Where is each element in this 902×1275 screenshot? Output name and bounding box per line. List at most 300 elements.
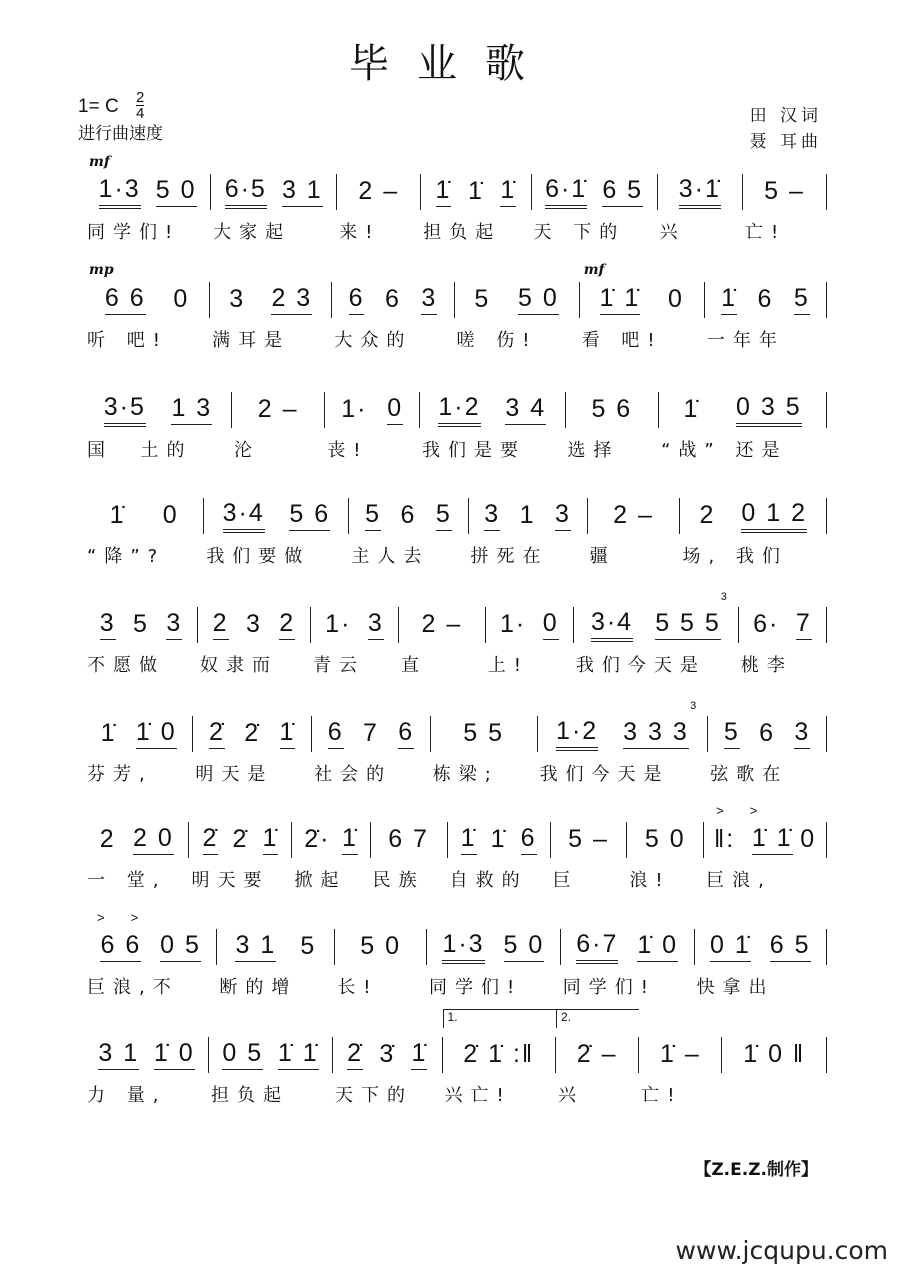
lyric-text: 明天是 bbox=[195, 764, 274, 785]
note-group: 5 0 bbox=[644, 824, 686, 853]
note-group: 3 4 bbox=[505, 395, 546, 425]
lyric-text: 桃李 bbox=[740, 655, 793, 676]
note-group: 5 – bbox=[568, 824, 609, 853]
measure bbox=[743, 174, 827, 244]
measure-notes bbox=[658, 174, 743, 210]
note-group: 6 bbox=[384, 284, 401, 313]
measure-notes bbox=[486, 607, 574, 643]
note-group: 3 3 3 bbox=[623, 719, 689, 749]
note-group: 2̇· bbox=[304, 824, 331, 853]
dynamic-marking: mf bbox=[89, 154, 110, 170]
triplet-marking: 3 bbox=[690, 700, 697, 712]
lyric-text: 芬芳, bbox=[87, 764, 153, 785]
note-group: 6 6 bbox=[105, 285, 146, 315]
note-group: 2 bbox=[279, 610, 295, 640]
measure-notes bbox=[85, 929, 217, 965]
triplet-marking: 3 bbox=[720, 591, 727, 603]
note-group: 2̇ bbox=[209, 719, 225, 749]
lyric-text: 担负起 bbox=[423, 222, 502, 243]
measure-notes bbox=[209, 1037, 333, 1073]
dynamic-marking: mf bbox=[583, 262, 605, 278]
measure-notes bbox=[211, 174, 337, 210]
measure bbox=[312, 716, 431, 786]
measure-notes bbox=[349, 498, 468, 534]
lyric-text: 巨浪,不 bbox=[87, 977, 179, 998]
score-line bbox=[85, 262, 827, 352]
lyric-text: 来! bbox=[339, 222, 381, 243]
note-group: 1̇ – bbox=[659, 1039, 701, 1068]
measure-notes bbox=[85, 822, 189, 858]
note-group: 1̇ bbox=[500, 177, 516, 207]
note-group: ‖: bbox=[713, 824, 745, 853]
measure bbox=[399, 607, 486, 677]
note-group: 2 – bbox=[421, 609, 463, 638]
measure-notes bbox=[292, 822, 370, 858]
note-group: 6·5 bbox=[225, 176, 267, 209]
note-group: 0 bbox=[668, 284, 684, 313]
note-group: 3 bbox=[484, 501, 500, 531]
note-group: 3 1 bbox=[235, 932, 276, 962]
note-group: 1̇ bbox=[436, 177, 452, 207]
lyric-text: 丧! bbox=[327, 440, 369, 461]
lyric-text: 亡! bbox=[641, 1085, 683, 1106]
measure bbox=[420, 392, 566, 462]
note-group: 1·2 bbox=[438, 394, 480, 427]
site-watermark: www.jcqupu.com bbox=[675, 1236, 888, 1265]
note-group: 0 bbox=[543, 610, 559, 640]
note-group: 2 3 bbox=[271, 285, 312, 315]
note-group: 5 bbox=[794, 285, 810, 315]
note-group: 1̇ bbox=[263, 825, 279, 855]
lyric-text: “战” 还是 bbox=[661, 440, 788, 461]
composer-credit: 聂 耳曲 bbox=[749, 132, 822, 152]
measure-notes bbox=[427, 929, 561, 965]
score-line bbox=[85, 1010, 827, 1107]
measure bbox=[371, 822, 448, 892]
note-group: 5 5 bbox=[463, 718, 505, 747]
measure bbox=[335, 929, 427, 999]
dynamic-marking: mp bbox=[89, 262, 114, 278]
measure bbox=[85, 1037, 209, 1107]
volta-bracket: 2. bbox=[556, 1009, 639, 1028]
note-group: 5 0 bbox=[360, 931, 402, 960]
note-group: 0 5 bbox=[222, 1040, 263, 1070]
note-group: 3 bbox=[100, 610, 116, 640]
note-group: 1· bbox=[500, 609, 527, 638]
note-group: 5 bbox=[365, 501, 381, 531]
lyric-text: 我们今天是 bbox=[539, 764, 670, 785]
time-bottom: 4 bbox=[136, 105, 145, 122]
note-group: 7 bbox=[362, 718, 379, 747]
measure bbox=[680, 498, 827, 568]
measure bbox=[705, 282, 827, 352]
score-line bbox=[85, 154, 827, 244]
measure-notes bbox=[193, 716, 312, 752]
note-group: 0 bbox=[387, 395, 403, 425]
measure bbox=[211, 174, 337, 244]
measure bbox=[695, 929, 827, 999]
note-group: 5 – bbox=[764, 176, 805, 205]
measure bbox=[486, 607, 574, 677]
measure-notes bbox=[705, 282, 827, 318]
score-line bbox=[85, 910, 827, 999]
note-group: 5 bbox=[724, 719, 740, 749]
note-group: 6 bbox=[759, 718, 776, 747]
accent-marking: >> bbox=[97, 910, 165, 925]
note-group: 1̇ bbox=[721, 285, 737, 315]
measure bbox=[85, 154, 211, 244]
lyric-text: 我们要做 bbox=[206, 546, 311, 567]
lyric-text: 听 吧! bbox=[87, 330, 168, 351]
lyric-text: 亡! bbox=[745, 222, 787, 243]
measure-notes bbox=[85, 607, 198, 643]
measure bbox=[421, 174, 531, 244]
note-group: 1̇ 0 bbox=[136, 719, 177, 749]
lyric-text: 不愿做 bbox=[87, 655, 165, 676]
note-group: 2̇ bbox=[232, 824, 249, 853]
volta-bracket: 1. bbox=[443, 1009, 556, 1028]
note-group: 1·2 bbox=[556, 718, 598, 751]
measure-notes bbox=[680, 498, 827, 534]
note-group: 2̇ – bbox=[576, 1039, 618, 1068]
measure-notes bbox=[556, 1037, 639, 1073]
measure-notes bbox=[85, 282, 210, 318]
tempo-marking: 进行曲速度 bbox=[78, 124, 163, 144]
measure-notes bbox=[217, 929, 335, 965]
measure-notes bbox=[561, 929, 695, 965]
lyric-text: 一年年 bbox=[706, 330, 785, 351]
measure-notes bbox=[588, 498, 681, 534]
measure bbox=[580, 262, 705, 352]
measure bbox=[85, 716, 193, 786]
lyric-text: “降”? bbox=[87, 546, 166, 567]
note-group: 1· bbox=[341, 394, 368, 423]
lyric-text: 兴 bbox=[557, 1085, 584, 1106]
time-signature bbox=[136, 90, 144, 121]
measure-notes bbox=[198, 607, 311, 643]
measure-notes bbox=[399, 607, 486, 643]
lyric-text: 同学们! bbox=[87, 222, 181, 243]
lyric-text: 拼死在 bbox=[470, 546, 549, 567]
lyric-text: 直 bbox=[401, 655, 428, 676]
lyric-text: 巨浪, bbox=[706, 870, 772, 891]
measure-notes bbox=[189, 822, 292, 858]
measure bbox=[85, 392, 232, 462]
note-group: 0 5 bbox=[160, 932, 201, 962]
score-line bbox=[85, 392, 827, 462]
score-line bbox=[85, 591, 827, 677]
note-group: 5 0 bbox=[156, 177, 197, 207]
lyric-text: 天 下的 bbox=[533, 222, 626, 243]
lyric-text: 长! bbox=[337, 977, 379, 998]
measure-notes bbox=[431, 716, 538, 752]
measure bbox=[551, 822, 628, 892]
measure bbox=[189, 822, 292, 892]
lyric-text: 国 土的 bbox=[87, 440, 193, 461]
measure-notes bbox=[85, 498, 204, 534]
measure bbox=[538, 700, 709, 786]
lyric-text: 看 吧! bbox=[581, 330, 663, 351]
measure bbox=[588, 498, 681, 568]
measure-notes bbox=[420, 392, 566, 428]
measure-notes bbox=[743, 174, 827, 210]
measure bbox=[448, 822, 551, 892]
measure-notes bbox=[443, 1037, 556, 1073]
measure bbox=[704, 803, 827, 892]
note-group: 2 0 bbox=[133, 825, 174, 855]
measure bbox=[337, 174, 421, 244]
note-group: 3̇ bbox=[379, 1039, 396, 1068]
note-group: 1̇ 0 ‖ bbox=[743, 1039, 806, 1068]
measure-notes bbox=[85, 174, 211, 210]
note-group: 1̇ bbox=[461, 825, 477, 855]
note-group: 6 7 bbox=[388, 824, 429, 853]
note-group: 0 1̇ bbox=[710, 932, 751, 962]
note-group: 2 bbox=[99, 824, 116, 853]
note-group: 6· bbox=[753, 609, 780, 638]
measure-notes bbox=[333, 1037, 442, 1073]
measure-notes bbox=[469, 498, 588, 534]
lyric-text: 我们是要 bbox=[422, 440, 526, 461]
note-group: 1 3 bbox=[171, 395, 212, 425]
measure-notes bbox=[580, 282, 705, 318]
measure-notes bbox=[371, 822, 448, 858]
measure-notes bbox=[421, 174, 531, 210]
measure bbox=[198, 607, 311, 677]
measure bbox=[292, 822, 370, 892]
measure-notes bbox=[85, 392, 232, 428]
lyric-text: 同学们! bbox=[428, 977, 523, 998]
note-group: 2̇ bbox=[347, 1040, 363, 1070]
measure bbox=[722, 1037, 827, 1107]
measure-notes bbox=[639, 1037, 722, 1073]
measure bbox=[659, 392, 827, 462]
lyric-text: 掀起 bbox=[294, 870, 347, 891]
note-group: 1· bbox=[325, 609, 352, 638]
measure bbox=[193, 716, 312, 786]
note-group: 1̇ bbox=[490, 824, 507, 853]
note-group: 7 bbox=[796, 610, 812, 640]
measure-notes bbox=[627, 822, 704, 858]
lyric-text: 我们今天是 bbox=[575, 655, 706, 676]
lyric-text: 一 堂, bbox=[87, 870, 167, 891]
lyric-text: 快拿出 bbox=[696, 977, 775, 998]
measure-notes bbox=[335, 929, 427, 965]
note-group: 0 bbox=[800, 824, 817, 853]
measure bbox=[311, 607, 399, 677]
note-group: 6 bbox=[349, 285, 365, 315]
measure-notes bbox=[455, 282, 580, 318]
note-group: 1̇ bbox=[411, 1040, 427, 1070]
note-group: 5 bbox=[133, 609, 149, 638]
note-group: 1̇ 1̇ bbox=[600, 285, 641, 315]
note-group: 3·5 bbox=[104, 394, 146, 427]
measure-notes bbox=[566, 392, 660, 428]
measure bbox=[658, 174, 743, 244]
measure bbox=[532, 174, 658, 244]
note-group: 6 bbox=[400, 500, 417, 529]
note-group: 1 bbox=[519, 500, 536, 529]
note-group: 2̇ 1̇ :‖ bbox=[463, 1039, 535, 1068]
time-top: 2 bbox=[136, 89, 145, 106]
measure bbox=[431, 716, 538, 786]
note-group: 5 0 bbox=[504, 932, 545, 962]
note-group: 3 1 bbox=[98, 1040, 139, 1070]
lyric-text: 弦歌在 bbox=[710, 764, 789, 785]
measure bbox=[574, 591, 739, 677]
note-group: 1̇ 1̇ bbox=[752, 825, 793, 855]
note-group: 1·3 bbox=[442, 931, 484, 964]
note-group: 3 bbox=[229, 284, 246, 313]
measure-notes bbox=[311, 607, 399, 643]
note-group: 1̇ bbox=[109, 500, 126, 529]
lyric-text: 巨 bbox=[552, 870, 579, 891]
note-group: 0 1 2 bbox=[741, 500, 807, 533]
lyric-text: 大家起 bbox=[213, 222, 292, 243]
measure bbox=[217, 929, 335, 999]
note-group: 5 0 bbox=[518, 285, 559, 315]
note-group: 1̇ bbox=[342, 825, 358, 855]
measure-notes bbox=[538, 716, 709, 752]
measure bbox=[349, 498, 468, 568]
measure-notes bbox=[739, 607, 827, 643]
lyric-text: 断的增 bbox=[219, 977, 298, 998]
measure bbox=[556, 1010, 639, 1107]
measure bbox=[210, 282, 332, 352]
note-group: 2 – bbox=[358, 176, 400, 205]
measure bbox=[333, 1037, 442, 1107]
measure-notes bbox=[337, 174, 421, 210]
measure bbox=[85, 822, 189, 892]
measure bbox=[209, 1037, 333, 1107]
measure-notes bbox=[659, 392, 827, 428]
note-group: 3 bbox=[555, 501, 571, 531]
measure bbox=[85, 910, 217, 999]
measure bbox=[427, 929, 561, 999]
note-group: 1̇ 0 bbox=[637, 932, 678, 962]
lyric-text: 主人去 bbox=[351, 546, 430, 567]
measure-notes bbox=[551, 822, 628, 858]
note-group: 3 bbox=[245, 609, 262, 638]
note-group: 1̇ 1̇ bbox=[278, 1040, 319, 1070]
lyric-text: 同学们! bbox=[562, 977, 656, 998]
measure bbox=[561, 929, 695, 999]
measure bbox=[232, 392, 325, 462]
lyric-text: 社会的 bbox=[314, 764, 393, 785]
measure-notes bbox=[204, 498, 349, 534]
lyric-text: 奴隶而 bbox=[199, 655, 278, 676]
maker-credit: 【Z.E.Z.制作】 bbox=[694, 1160, 818, 1180]
note-group: 5 5 5 bbox=[655, 610, 721, 640]
measure bbox=[455, 282, 580, 352]
note-group: 1̇ bbox=[467, 176, 484, 205]
lyric-text: 天下的 bbox=[335, 1085, 414, 1106]
measure bbox=[566, 392, 660, 462]
measure-notes bbox=[85, 716, 193, 752]
measure bbox=[639, 1037, 722, 1107]
note-group: 6 6 bbox=[100, 932, 141, 962]
measure-notes bbox=[332, 282, 454, 318]
note-group: 5 bbox=[436, 501, 452, 531]
measure-notes bbox=[695, 929, 827, 965]
lyric-text: 嗟 伤! bbox=[456, 330, 538, 351]
measure bbox=[85, 607, 198, 677]
note-group: 6 5 bbox=[770, 932, 811, 962]
lyric-text: 栋梁; bbox=[432, 764, 499, 785]
lyric-text: 上! bbox=[487, 655, 529, 676]
measure-notes bbox=[325, 392, 420, 428]
note-group: 0 bbox=[162, 500, 179, 529]
key-signature: 1= C bbox=[78, 96, 119, 117]
note-group: 3 bbox=[368, 610, 384, 640]
note-group: 6 bbox=[757, 284, 774, 313]
song-title: 毕业歌 bbox=[349, 41, 553, 87]
accent-marking: >> bbox=[716, 803, 784, 818]
lyric-text: 力 量, bbox=[87, 1085, 167, 1106]
lyric-text: 兴 bbox=[659, 222, 686, 243]
measure bbox=[627, 822, 704, 892]
lyric-text: 选择 bbox=[567, 440, 620, 461]
measure-notes bbox=[85, 1037, 209, 1073]
lyric-text: 疆 bbox=[589, 546, 616, 567]
note-group: 3·4 bbox=[223, 500, 265, 533]
note-group: 6 5 bbox=[602, 177, 643, 207]
measure-notes bbox=[210, 282, 332, 318]
note-group: 2̇ bbox=[244, 718, 261, 747]
note-group: 1̇ bbox=[280, 719, 296, 749]
measure bbox=[85, 498, 204, 568]
note-group: 6 bbox=[328, 719, 344, 749]
note-group: 2 – bbox=[613, 500, 654, 529]
note-group: 2 bbox=[699, 500, 716, 529]
measure-notes bbox=[448, 822, 551, 858]
lyric-text: 兴亡! bbox=[444, 1085, 512, 1106]
note-group: 3·4 bbox=[591, 609, 633, 642]
note-group: 0 bbox=[173, 284, 190, 313]
measure-notes bbox=[708, 716, 827, 752]
measure-notes bbox=[232, 392, 325, 428]
lyric-text: 沦 bbox=[234, 440, 260, 461]
measure-notes bbox=[704, 822, 827, 858]
note-group: 3 bbox=[794, 719, 810, 749]
score-line bbox=[85, 700, 827, 786]
lyric-text: 浪! bbox=[629, 870, 671, 891]
note-group: 2 bbox=[213, 610, 229, 640]
note-group: 3 bbox=[421, 285, 437, 315]
note-group: 6 bbox=[521, 825, 537, 855]
lyric-text: 青云 bbox=[312, 655, 365, 676]
lyric-text: 大众的 bbox=[334, 330, 413, 351]
note-group: 1̇ 0 bbox=[154, 1040, 195, 1070]
note-group: 6·1̇ bbox=[545, 176, 587, 209]
measure-notes bbox=[722, 1037, 827, 1073]
measure-notes bbox=[532, 174, 658, 210]
measure bbox=[469, 498, 588, 568]
lyric-text: 场, 我们 bbox=[682, 546, 788, 567]
note-group: 2̇ bbox=[203, 825, 219, 855]
measure bbox=[204, 498, 349, 568]
note-group: 1̇ bbox=[683, 394, 700, 423]
measure bbox=[739, 607, 827, 677]
note-group: 3·1̇ bbox=[679, 176, 721, 209]
score-line bbox=[85, 498, 827, 568]
note-group: 5 bbox=[300, 931, 317, 960]
lyric-text: 民族 bbox=[372, 870, 425, 891]
note-group: 2 – bbox=[257, 394, 299, 423]
lyricist-credit: 田 汉词 bbox=[749, 106, 822, 126]
note-group: 3 1 bbox=[282, 177, 323, 207]
note-group: 6·7 bbox=[576, 931, 618, 964]
